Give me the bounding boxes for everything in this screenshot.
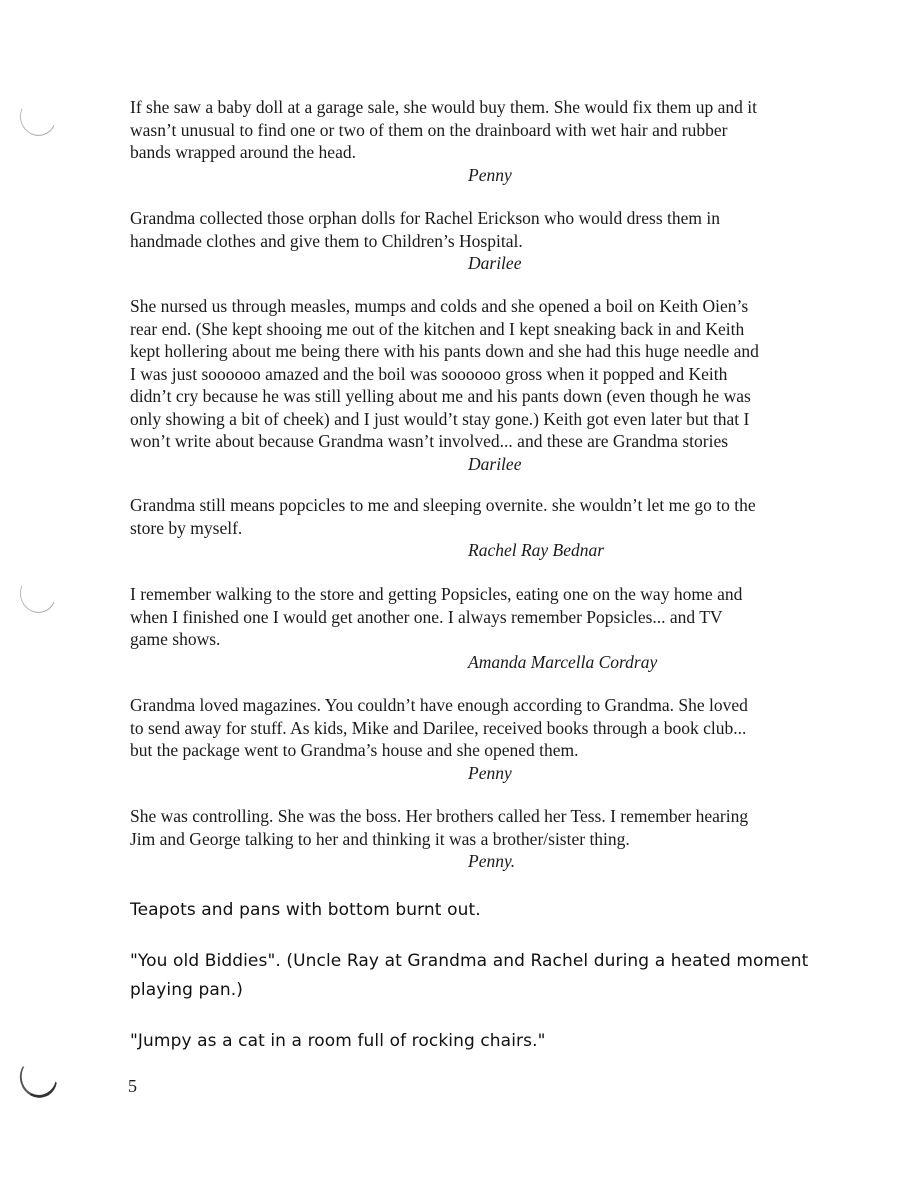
story-author: Penny [468,164,512,185]
story-entry [130,805,820,873]
story-text: If she saw a baby doll at a garage sale, she would buy them. She would fix them up and it wasn’t unusual to find one or two of them on the drainboard with wet hair and rubber bands wrapped around the head. [130,97,757,162]
story-author: Rachel Ray Bednar [468,540,605,560]
story-entry [130,583,820,673]
story-text: She was controlling. She was the boss. Her brothers called her Tess. I remember hearing Jim and George talking to her and thinking it was a brother/sister thing. [130,806,749,849]
story-author: Amanda Marcella Cordray [468,651,658,672]
story-author: Penny [468,762,512,783]
story-text: Grandma loved magazines. You couldn’t have enough according to Grandma. She loved to send away for stuff. As kids, Mike and Darilee, received books through a book club... but the package went to Grandma’s house and she opened them. [130,695,748,760]
story-text: She nursed us through measles, mumps and colds and she opened a boil on Keith Oien’s rear end. (She kept shooing me out of the kitchen and I kept sneaking back in and Keith kept hollering about me being there with his pants down and she had this huge needle and I was just soooooo amazed and the boil was soooooo gross when it popped and Keith didn’t cry because he was still yelling about me and his pants down (even though he was only showing a bit of cheek) and I just would’t stay gone.) Keith got even later but that I won’t write about because Grandma wasn’t involved... and these are Grandma stories [130,296,759,451]
story-author: Penny. [468,851,516,871]
handwritten-style-note: Teapots and pans with bottom burnt out. [130,900,481,920]
story-author: Darilee [468,253,522,273]
binder-hole-mark [15,93,62,141]
story-entry [130,207,820,275]
handwritten-style-note: "You old Biddies". (Uncle Ray at Grandma and Rachel during a heated moment playing pan.) [130,951,809,1000]
binder-hole-mark [14,1053,62,1103]
story-text: I remember walking to the store and getting Popsicles, eating one on the way home and when I finished one I would get another one. I always remember Popsicles... and TV game shows. [130,584,743,649]
handwritten-style-note: "Jumpy as a cat in a room full of rocking chairs." [130,1031,546,1051]
story-entry [130,494,820,562]
story-entry [130,295,820,475]
story-entry [130,96,820,186]
story-text: Grandma collected those orphan dolls for Rachel Erickson who would dress them in handmade clothes and give them to Children’s Hospital. [130,208,720,251]
story-author: Darilee [468,453,522,474]
binder-hole-mark [15,570,62,618]
page-number: 5 [128,1076,137,1096]
story-entry [130,694,820,784]
story-text: Grandma still means popcicles to me and sleeping overnite. she wouldn’t let me go to the store by myself. [130,495,756,538]
